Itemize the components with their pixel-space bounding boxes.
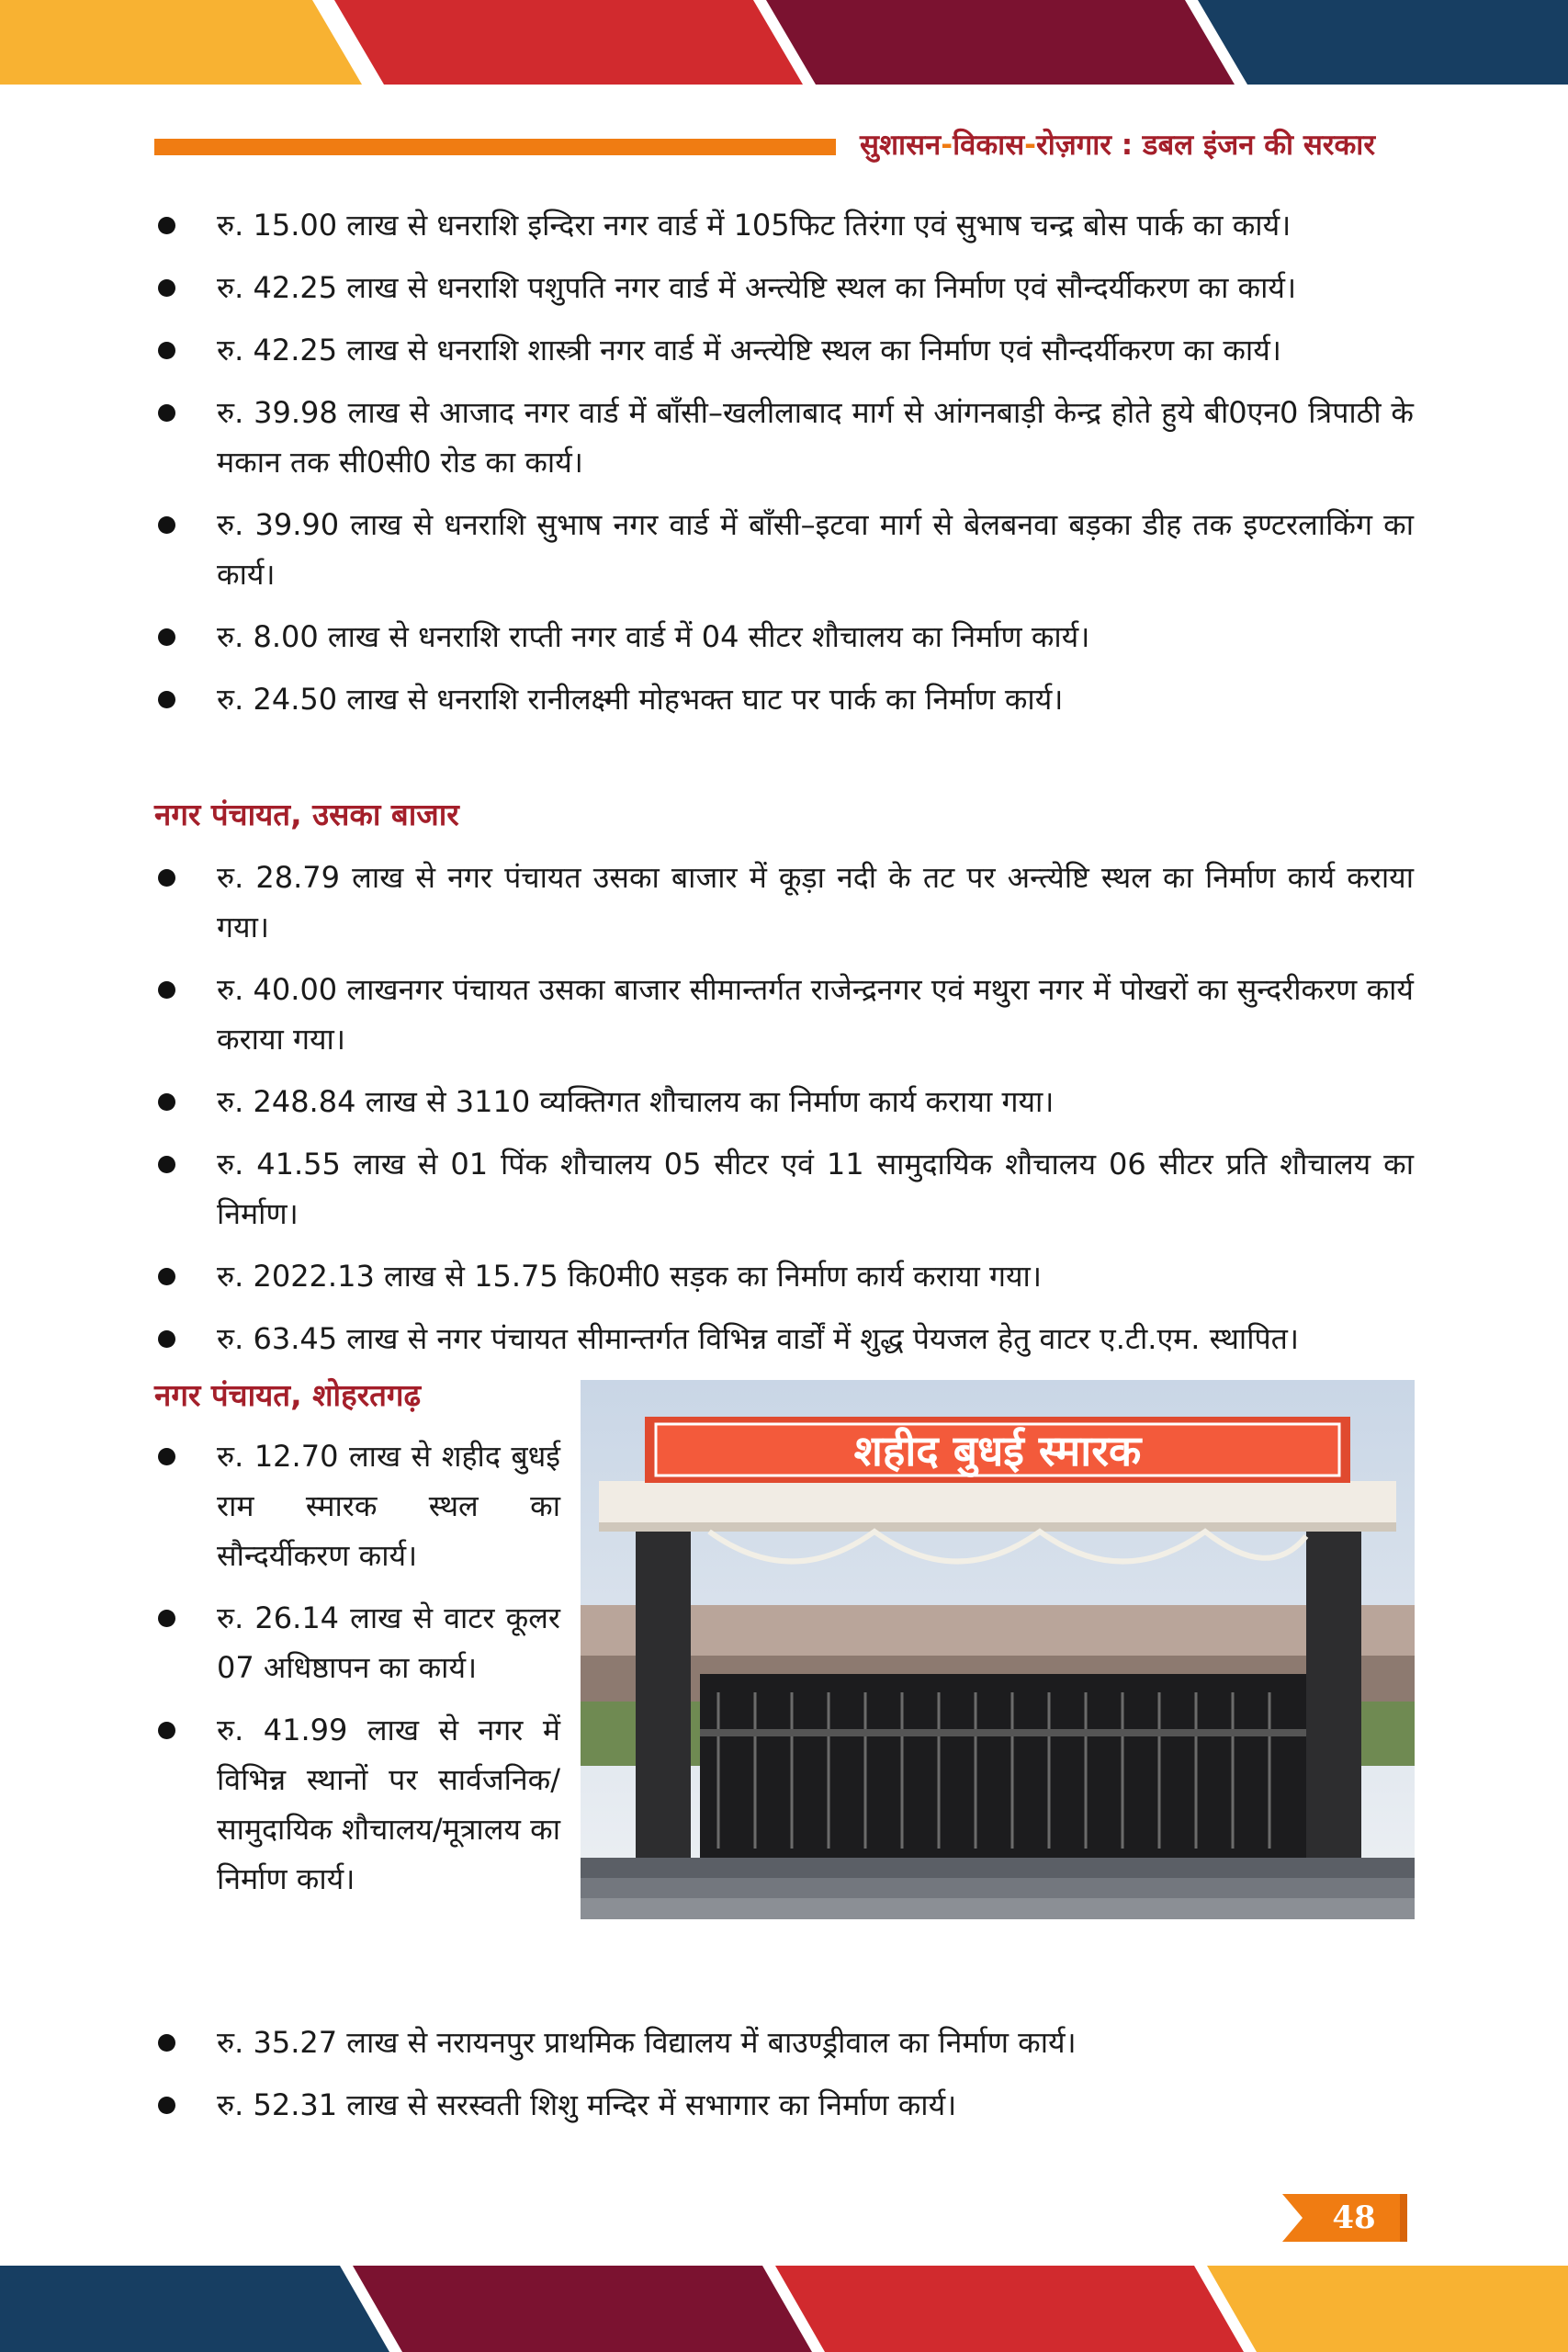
section-heading-shohratgarh: नगर पंचायत, शोहरतगढ़: [154, 1377, 422, 1413]
header-title: [860, 125, 1411, 165]
band-segment-maroon: [353, 2266, 812, 2352]
header-title-part: सुशासन: [860, 129, 942, 162]
header-title-part: -: [1024, 129, 1037, 162]
list-item: रु. 12.70 लाख से शहीद बुधई राम स्मारक स्थल का सौन्दर्यीकरण कार्य।: [0, 1431, 570, 1580]
section-ward-works: [0, 200, 1568, 737]
band-segment-yellow: [0, 0, 362, 85]
list-item: रु. 28.79 लाख से नगर पंचायत उसका बाजार में कूड़ा नदी के तट पर अन्त्येष्टि स्थल का निर्माण कार्य कराया गया।: [0, 853, 1568, 952]
memorial-sign-text: शहीद बुधई स्मारक: [853, 1426, 1142, 1476]
memorial-gate-photo: [581, 1380, 1415, 1919]
top-decorative-band: [0, 0, 1568, 85]
bottom-decorative-band: [0, 2266, 1568, 2352]
page-number-badge: [1282, 2194, 1407, 2242]
top-band-graphic: [0, 0, 1568, 85]
header-title-part: -: [941, 129, 953, 162]
page-number: 48: [1332, 2199, 1376, 2236]
list-item: रु. 63.45 लाख से नगर पंचायत सीमान्तर्गत विभिन्न वार्डों में शुद्ध पेयजल हेतु वाटर ए.टी.एम. स्थापित।: [0, 1314, 1568, 1363]
list-item: रु. 2022.13 लाख से 15.75 कि0मी0 सड़क का निर्माण कार्य कराया गया।: [0, 1251, 1568, 1301]
band-segment-navy: [1198, 0, 1568, 85]
list-item: रु. 41.99 लाख से नगर में विभिन्न स्थानों पर सार्वजनिक/सामुदायिक शौचालय/मूत्रालय का निर्माण कार्य।: [0, 1705, 570, 1904]
section-shohratgarh-wide: [0, 2018, 1568, 2143]
gate-photo-illustration: [581, 1380, 1415, 1919]
header-title-part: रोज़गार : डबल इंजन की सरकार: [1036, 129, 1375, 162]
band-segment-yellow: [1207, 2266, 1568, 2352]
list-item: रु. 24.50 लाख से धनराशि रानीलक्ष्मी मोहभक्त घाट पर पार्क का निर्माण कार्य।: [0, 674, 1568, 724]
list-item: रु. 248.84 लाख से 3110 व्यक्तिगत शौचालय का निर्माण कार्य कराया गया।: [0, 1077, 1568, 1126]
list-item: रु. 26.14 लाख से वाटर कूलर 07 अधिष्ठापन का कार्य।: [0, 1593, 570, 1692]
band-segment-red: [775, 2266, 1244, 2352]
bullet-list: [0, 1431, 570, 1904]
bottom-band-graphic: [0, 2266, 1568, 2352]
bullet-list: [0, 200, 1568, 724]
bullet-list: [0, 2018, 1568, 2130]
section-heading-uska-bazar: नगर पंचायत, उसका बाजार: [154, 797, 459, 832]
band-segment-navy: [0, 2266, 389, 2352]
header-title-part: विकास: [953, 129, 1025, 162]
list-item: रु. 35.27 लाख से नरायनपुर प्राथमिक विद्यालय में बाउण्ड्रीवाल का निर्माण कार्य।: [0, 2018, 1568, 2067]
list-item: रु. 39.90 लाख से धनराशि सुभाष नगर वार्ड में बाँसी–इटवा मार्ग से बेलबनवा बड़का डीह तक इण्टरलाकिंग का कार्य।: [0, 500, 1568, 599]
list-item: रु. 15.00 लाख से धनराशि इन्दिरा नगर वार्ड में 105फिट तिरंगा एवं सुभाष चन्द्र बोस पार्क का कार्य।: [0, 200, 1568, 250]
list-item: रु. 42.25 लाख से धनराशि पशुपति नगर वार्ड में अन्त्येष्टि स्थल का निर्माण एवं सौन्दर्यीकरण का कार्य।: [0, 263, 1568, 312]
band-segment-maroon: [766, 0, 1235, 85]
bullet-list: [0, 853, 1568, 1363]
section-uska-bazar: [0, 853, 1568, 1376]
header-rule: [154, 139, 836, 155]
list-item: रु. 8.00 लाख से धनराशि राप्ती नगर वार्ड में 04 सीटर शौचालय का निर्माण कार्य।: [0, 612, 1568, 662]
list-item: रु. 40.00 लाखनगर पंचायत उसका बाजार सीमान्तर्गत राजेन्द्रनगर एवं मथुरा नगर में पोखरों का सुन्दरीकरण कार्य कराया गया।: [0, 965, 1568, 1064]
band-segment-red: [334, 0, 803, 85]
list-item: रु. 42.25 लाख से धनराशि शास्त्री नगर वार्ड में अन्त्येष्टि स्थल का निर्माण एवं सौन्दर्यीकरण का कार्य।: [0, 325, 1568, 375]
section-shohratgarh-narrow: [0, 1431, 570, 1917]
list-item: रु. 39.98 लाख से आजाद नगर वार्ड में बाँसी–खलीलाबाद मार्ग से आंगनबाड़ी केन्द्र होते हुये बी0एन0 त्रिपाठी के मकान तक सी0सी0 रोड का कार्य।: [0, 388, 1568, 487]
list-item: रु. 41.55 लाख से 01 पिंक शौचालय 05 सीटर एवं 11 सामुदायिक शौचालय 06 सीटर प्रति शौचालय का निर्माण।: [0, 1139, 1568, 1238]
list-item: रु. 52.31 लाख से सरस्वती शिशु मन्दिर में सभागार का निर्माण कार्य।: [0, 2080, 1568, 2130]
